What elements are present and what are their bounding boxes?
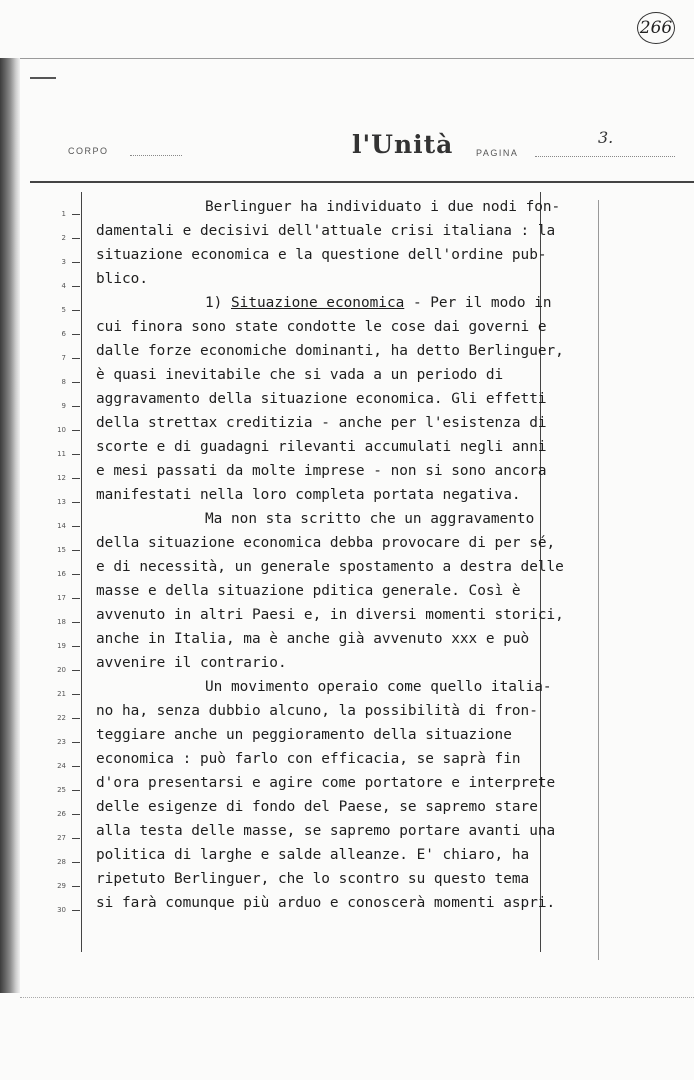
line-number: 5 — [52, 303, 80, 317]
line-number: 30 — [52, 903, 80, 917]
corpo-dotted-field — [130, 155, 182, 156]
text-line: e di necessità, un generale spostamento a destra delle — [96, 559, 564, 575]
text-line: scorte e di guadagni rilevanti accumulati negli anni — [96, 439, 547, 455]
masthead-title: l'Unità — [352, 130, 454, 159]
line-number: 17 — [52, 591, 80, 605]
line-number: 9 — [52, 399, 80, 413]
text-line: damentali e decisivi dell'attuale crisi italiana : la — [96, 223, 556, 239]
line-number: 13 — [52, 495, 80, 509]
text-line: manifestati nella loro completa portata negativa. — [96, 487, 521, 503]
line-number: 12 — [52, 471, 80, 485]
corpo-label: CORPO — [68, 146, 109, 156]
line-number: 28 — [52, 855, 80, 869]
text-line: teggiare anche un peggioramento della situazione — [96, 727, 512, 743]
text-line: avvenuto in altri Paesi e, in diversi momenti storici, — [96, 607, 564, 623]
text-line: no ha, senza dubbio alcuno, la possibilità di fron- — [96, 703, 538, 719]
text-line: avvenire il contrario. — [96, 655, 287, 671]
text-line: Ma non sta scritto che un aggravamento — [205, 511, 535, 527]
header-rule — [30, 181, 694, 183]
line-number: 8 — [52, 375, 80, 389]
section-number: 1) — [205, 295, 231, 311]
page-number: 3. — [598, 128, 614, 147]
text-line: economica : può farlo con efficacia, se saprà fin — [96, 751, 521, 767]
text-line: Berlinguer ha individuato i due nodi fon- — [205, 199, 561, 215]
line-number: 14 — [52, 519, 80, 533]
line-number: 4 — [52, 279, 80, 293]
line-number: 10 — [52, 423, 80, 437]
text-line: ripetuto Berlinguer, che lo scontro su questo tema — [96, 871, 530, 887]
left-margin-rule — [81, 192, 82, 952]
text-line: cui finora sono state condotte le cose dai governi e — [96, 319, 547, 335]
text-line: situazione economica e la questione dell'ordine pub- — [96, 247, 547, 263]
pagina-label: PAGINA — [476, 148, 519, 158]
text-line: delle esigenze di fondo del Paese, se sapremo stare — [96, 799, 538, 815]
text-line: aggravamento della situazione economica. Gli effetti — [96, 391, 547, 407]
text-line: blico. — [96, 271, 148, 287]
line-number: 20 — [52, 663, 80, 677]
text-line: anche in Italia, ma è anche già avvenuto xxx e può — [96, 631, 530, 647]
corner-dash-mark — [30, 77, 56, 79]
text-line — [205, 292, 552, 314]
line-number: 24 — [52, 759, 80, 773]
line-number: 26 — [52, 807, 80, 821]
line-number: 2 — [52, 231, 80, 245]
line-number: 19 — [52, 639, 80, 653]
text-line: politica di larghe e salde alleanze. E' chiaro, ha — [96, 847, 530, 863]
line-number: 15 — [52, 543, 80, 557]
line-number: 1 — [52, 207, 80, 221]
text-line: masse e della situazione pditica generale. Così è — [96, 583, 521, 599]
page-bottom-edge — [20, 997, 694, 998]
line-number: 25 — [52, 783, 80, 797]
line-number: 16 — [52, 567, 80, 581]
text-line: dalle forze economiche dominanti, ha detto Berlinguer, — [96, 343, 564, 359]
line-number: 27 — [52, 831, 80, 845]
binding-edge — [0, 58, 20, 993]
line-number: 7 — [52, 351, 80, 365]
text-line: si farà comunque più arduo e conoscerà momenti aspri. — [96, 895, 556, 911]
page-top-edge — [20, 58, 694, 59]
pagina-dotted-field — [535, 156, 675, 157]
text-line: e mesi passati da molte imprese - non si sono ancora — [96, 463, 547, 479]
section-heading-suffix: - Per il modo in — [404, 295, 552, 311]
line-number: 23 — [52, 735, 80, 749]
text-line: è quasi inevitabile che si vada a un periodo di — [96, 367, 504, 383]
line-number: 11 — [52, 447, 80, 461]
line-number: 18 — [52, 615, 80, 629]
text-line: Un movimento operaio come quello italia- — [205, 679, 552, 695]
outer-margin-rule — [598, 200, 599, 960]
section-heading: Situazione economica — [231, 295, 405, 311]
text-line: alla testa delle masse, se sapremo portare avanti una — [96, 823, 556, 839]
line-number: 21 — [52, 687, 80, 701]
text-line: d'ora presentarsi e agire come portatore e interprete — [96, 775, 556, 791]
line-number: 22 — [52, 711, 80, 725]
line-number: 29 — [52, 879, 80, 893]
text-line: della situazione economica debba provocare di per sé, — [96, 535, 556, 551]
line-number: 3 — [52, 255, 80, 269]
page-stamp-number: 266 — [637, 12, 675, 44]
text-line: della strettax creditizia - anche per l'esistenza di — [96, 415, 547, 431]
line-number: 6 — [52, 327, 80, 341]
